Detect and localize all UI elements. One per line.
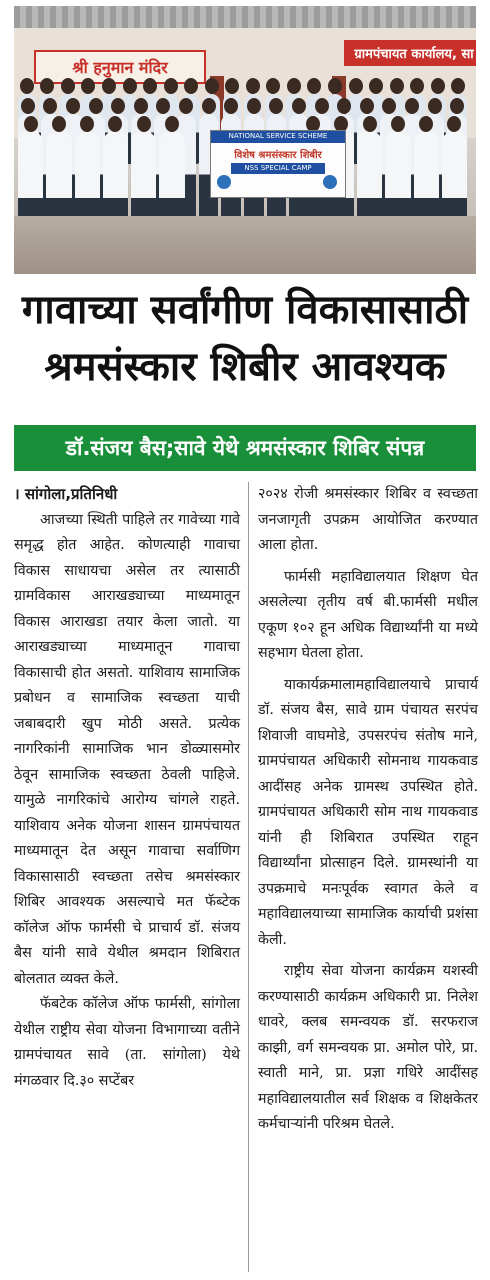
photo-person-head (431, 78, 445, 94)
nss-logo-icon (217, 175, 231, 189)
photo-person-head (369, 78, 383, 94)
photo-person-head (164, 78, 178, 94)
column-divider (248, 482, 249, 1272)
photo-person-head (390, 78, 404, 94)
photo-person-head (40, 78, 54, 94)
nss-banner (210, 130, 346, 198)
photo-person-head (246, 78, 260, 94)
banner-title: NATIONAL SERVICE SCHEME (228, 132, 328, 140)
banner-camp-label: NSS SPECIAL CAMP (231, 163, 325, 174)
photo-person-head (247, 98, 261, 114)
paragraph: राष्ट्रीय सेवा योजना कार्यक्रम यशस्वी करण्यासाठी कार्यक्रम अधिकारी प्रा. निलेश धावरे, क्लब समन्वयक डॉ. सरफराज काझी, वर्ग समन्वयक प्रा. अमोल पोरे, प्रा. स्वाती माने, प्रा. प्रज्ञा गधिरे आदींसह महाविद्यालयातील सर्व शिक्षक व शिक्षकेतर कर्मचाऱ्यांनी परिश्रम घेतले. (258, 963, 478, 1132)
paragraph: आजच्या स्थिती पाहिले तर गावेच्या गावे समृद्ध होत आहेत. कोणत्याही गावाचा विकास साधायचा असेल तर त्यासाठी ग्रामविकास आराखड्याच्या माध्यमातून विकास आराखडा तयार केला जातो. या आराखड्याच्या माध्यमातून गावाचा विकासाची होत असतो. याशिवाय सामाजिक प्रबोधन व सामाजिक स्वच्छता याची जबाबदारी खुप मोठी असते. प्रत्येक नागरिकांनी सामाजिक भान डोळ्यासमोर ठेवून सामाजिक स्वच्छता ठेवली पाहिजे. यामुळे नागरिकांचे आरोग्य चांगले राहते. याशिवाय अनेक योजना शासन ग्रामपंचायत माध्यमातून देत असून गावाचा सर्वाणिग विकासासाठी स्वच्छता तसेच श्रमसंस्कार शिबिर आवश्यक असल्याचे मत फॅब्टेक कॉलेज ऑफ फार्मसी चे प्राचार्य डॉ. संजय बैस यांनी सावे येथील श्रमदान शिबिरात बोलतात व्यक्त केले. (14, 511, 240, 987)
headline-line-2: श्रमसंस्कार शिबीर आवश्यक (44, 344, 446, 390)
photo-person-head (165, 116, 179, 132)
photo-person-head (184, 78, 198, 94)
article-column-right (258, 482, 478, 1138)
photo-person-head (81, 78, 95, 94)
photo-person-head (266, 78, 280, 94)
photo-person-head (315, 98, 329, 114)
photo-person-head (179, 98, 193, 114)
office-sign: ग्रामपंचायत कार्यालय, सा (344, 40, 476, 66)
photo-person-head (225, 78, 239, 94)
subheadline: डॉ.संजय बैस;सावे येथे श्रमसंस्कार शिबिर संपन्न (14, 425, 476, 471)
photo-person-head (428, 98, 442, 114)
photo-person-head (137, 116, 151, 132)
photo-person-head (66, 98, 80, 114)
photo-person-head (410, 78, 424, 94)
photo-person-head (363, 116, 377, 132)
paragraph: फॅबटेक कॉलेज ऑफ फार्मसी, सांगोला येथील राष्ट्रीय सेवा योजना विभागाच्या वतीने ग्रामपंचायत सावे (ता. सांगोला) येथे मंगळवार दि.३० सप्टेंबर (14, 996, 240, 1089)
photo-person-head (360, 98, 374, 114)
photo-person-head (205, 78, 219, 94)
college-logo-icon (323, 175, 337, 189)
photo-person-head (307, 78, 321, 94)
temple-sign: श्री हनुमान मंदिर (34, 50, 206, 84)
news-photo (14, 6, 476, 274)
photo-person-head (24, 116, 38, 132)
paragraph: २०२४ रोजी श्रमसंस्कार शिबिर व स्वच्छता जनजागृती उपक्रम आयोजित करण्यात आला होता. (258, 486, 478, 553)
photo-person-head (89, 98, 103, 114)
photo-person-head (143, 78, 157, 94)
paragraph: याकार्यक्रमालामहाविद्यालयाचे प्राचार्य डॉ. संजय बैस, सावे ग्राम पंचायत सरपंच शिवाजी वाघमोडे, उपसरपंच संतोष माने, ग्रामपंचायत अधिकारी सोमनाथ गायकवाड आदींसह अनेक ग्रामस्थ उपस्थित होते. ग्रामपंचायत अधिकारी सोम नाथ गायकवाड यांनी ही शिबिरात उपस्थित राहून विद्यार्थ्यांना प्रोत्साहन दिले. ग्रामस्थांनी या उपक्रमाचे मनःपूर्वक स्वागत केले व महाविद्यालयाच्या सामाजिक कार्याची प्रशंसा केली. (258, 676, 478, 948)
photo-ground (14, 216, 476, 274)
photo-person-head (20, 78, 34, 94)
photo-person-head (21, 98, 35, 114)
photo-person-head (451, 78, 465, 94)
photo-person-head (328, 78, 342, 94)
photo-person-head (287, 78, 301, 94)
photo-person-head (134, 98, 148, 114)
paragraph: फार्मसी महाविद्यालयात शिक्षण घेत असलेल्या तृतीय वर्ष बी.फार्मसी मधील एकूण १०२ हून अधिक विद्यार्थ्यांनी या मध्ये सहभाग घेतला होता. (258, 568, 478, 661)
photo-person-head (349, 78, 363, 94)
photo-person-head (202, 98, 216, 114)
photo-person-head (405, 98, 419, 114)
photo-person-head (292, 98, 306, 114)
photo-person-head (52, 116, 66, 132)
photo-person-head (102, 78, 116, 94)
photo-person-head (61, 78, 75, 94)
dateline: । सांगोला,प्रतिनिधी (14, 485, 118, 503)
banner-camp-name: विशेष श्रमसंस्कार शिबीर (234, 150, 322, 161)
headline-line-1: गावाच्या सर्वांगीण विकासासाठी (21, 287, 469, 333)
photo-person-head (391, 116, 405, 132)
photo-person-head (123, 78, 137, 94)
article-column-left (14, 482, 240, 1094)
